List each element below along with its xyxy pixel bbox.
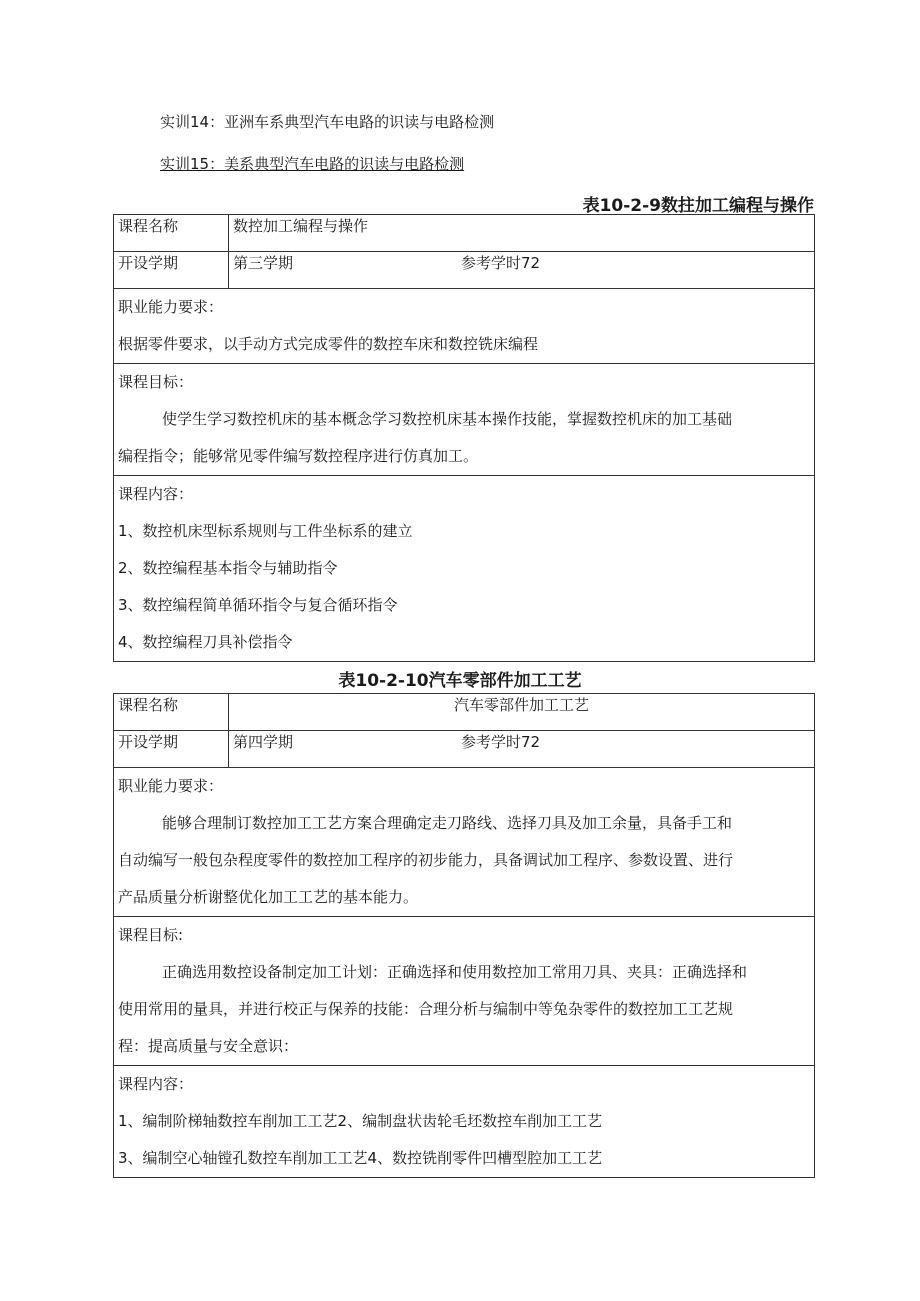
course-table-cnc-programming	[113, 214, 815, 662]
course-table-auto-parts-process	[113, 693, 815, 1178]
ability-section	[114, 289, 815, 364]
goal-text-2: 编程指令；能够常见零件编写数控程序进行仿真加工。	[118, 447, 479, 465]
lab14-line: 实训14：亚洲车系典型汽车电路的识读与电路检测	[160, 113, 495, 131]
ability-text-2: 自动编写一般包杂程度零件的数控加工程序的初步能力，具备调试加工程序、参数设置、进行	[118, 851, 734, 869]
term-label: 开设学期	[114, 731, 229, 768]
content-item: 1、编制阶梯轴数控车削加工工艺2、编制盘状齿轮毛坯数控车削加工工艺	[118, 1112, 603, 1130]
content-item: 1、数控机床型标系规则与工件坐标系的建立	[118, 522, 413, 540]
content-item: 3、编制空心轴镗孔数控车削加工工艺4、数控铣削零件凹槽型腔加工工艺	[118, 1149, 603, 1167]
ability-text-1: 能够合理制订数控加工工艺方案合理确定走刀路线、选择刀具及加工余量，具备手工和	[162, 814, 733, 832]
term-value: 第三学期	[233, 254, 294, 272]
course-name-value: 数控加工编程与操作	[229, 215, 815, 252]
course-name-label: 课程名称	[114, 215, 229, 252]
goal-label: 课程目标：	[118, 373, 194, 391]
table2-caption: 表10-2-10汽车零部件加工工艺	[338, 671, 582, 691]
ability-section	[114, 768, 815, 917]
goal-section	[114, 917, 815, 1066]
term-label: 开设学期	[114, 252, 229, 289]
goal-text-3: 程：提高质量与安全意识：	[118, 1037, 299, 1055]
goal-text-1: 正确选用数控设备制定加工计划：正确选择和使用数控加工常用刀具、夹具：正确选择和	[162, 963, 748, 981]
ability-text: 根据零件要求，以手动方式完成零件的数控车床和数控铣床编程	[118, 335, 539, 353]
hours-value: 参考学时72	[461, 733, 541, 751]
content-item: 4、数控编程刀具补偿指令	[118, 633, 293, 651]
goal-text-2: 使用常用的量具，并进行校正与保养的技能：合理分析与编制中等兔杂零件的数控加工工艺规	[118, 1000, 734, 1018]
term-cell	[229, 731, 815, 768]
table1-caption: 表10-2-9数拄加工编程与操作	[582, 196, 814, 216]
content-section	[114, 476, 815, 662]
goal-section	[114, 364, 815, 476]
content-label: 课程内容：	[118, 485, 194, 503]
goal-text-1: 使学生学习数控机床的基本概念学习数控机床基本操作技能，掌握数控机床的加工基础	[162, 410, 733, 428]
content-item: 3、数控编程简单循环指令与复合循环指令	[118, 596, 398, 614]
ability-label: 职业能力要求：	[118, 298, 224, 316]
content-item: 2、数控编程基本指令与辅助指令	[118, 559, 338, 577]
content-label: 课程内容：	[118, 1075, 194, 1093]
term-cell	[229, 252, 815, 289]
hours-value: 参考学时72	[461, 254, 541, 272]
term-value: 第四学期	[233, 733, 294, 751]
course-name-label: 课程名称	[114, 694, 229, 731]
ability-text-3: 产品质量分析谢整优化加工工艺的基本能力。	[118, 888, 419, 906]
lab15-line: 实训15：美系典型汽车电路的识读与电路检测	[160, 155, 465, 173]
ability-label: 职业能力要求：	[118, 777, 224, 795]
course-name-value: 汽车零部件加工工艺	[229, 694, 815, 731]
content-section	[114, 1066, 815, 1178]
goal-label: 课程目标:	[118, 926, 184, 944]
